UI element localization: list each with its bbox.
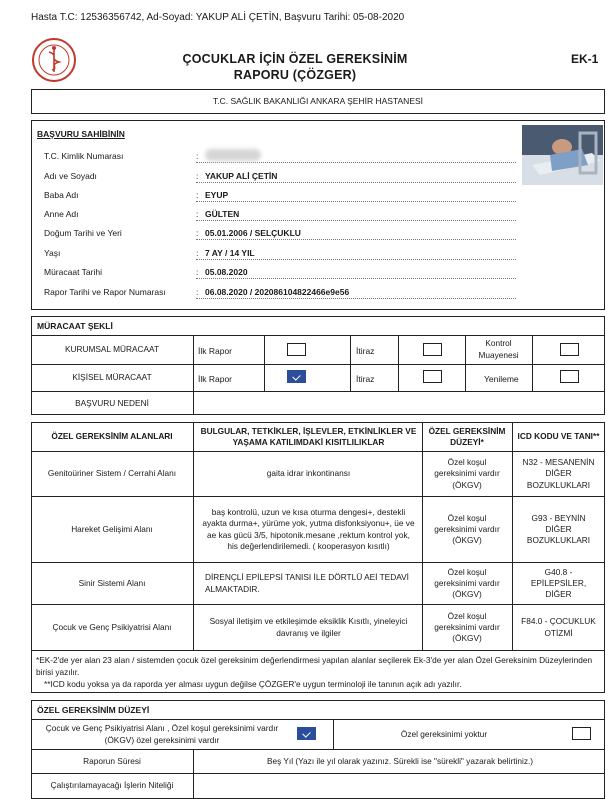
institutional-objection-checkbox[interactable]	[423, 343, 442, 356]
application-heading: MÜRACAAT ŞEKLİ	[37, 321, 113, 331]
applicant-photo	[522, 125, 603, 185]
needs-cell-icd: G93 - BEYNİN DİĞER BOZUKLUKLARI	[526, 512, 591, 546]
needs-cell-level: Özel koşul gereksinimi vardır (ÖKGV)	[434, 610, 500, 644]
applicant-heading: BAŞVURU SAHİBİNİN	[37, 129, 125, 139]
application-type-institutional: KURUMSAL MÜRACAAT	[64, 344, 160, 355]
level-heading: ÖZEL GEREKSİNİM DÜZEYİ	[37, 705, 150, 715]
work-value	[195, 774, 605, 797]
option-first-report-label-2: İlk Rapor	[198, 374, 233, 384]
applicant-field-label: Baba Adı	[44, 190, 79, 200]
needs-cell-icd: N32 - MESANENİN DİĞER BOZUKLUKLARI	[522, 457, 595, 490]
needs-cell-area: Hareket Gelişimi Alanı	[71, 523, 153, 534]
option-objection-label-2: İtiraz	[356, 374, 375, 384]
personal-first-report-checkbox[interactable]	[287, 370, 306, 383]
applicant-field-value: YAKUP ALİ ÇETİN	[205, 171, 278, 181]
work-label: Çalıştırılamayacağı İşlerin Niteliği	[50, 779, 174, 790]
needs-footnote-1: *EK-2'de yer alan 23 alan / sistemden çocuk özel gereksinim değerlendirmesi yapılan alanlar seçilerek Ek-3'de yer alan Özel Gereksinim Düzeylerinden birisi yazılır.	[36, 655, 593, 677]
application-reason-label: BAŞVURU NEDENİ	[75, 397, 149, 408]
applicant-field-label: Rapor Tarihi ve Rapor Numarası	[44, 287, 166, 297]
applicant-field-underline	[196, 162, 516, 163]
applicant-field-colon: :	[196, 209, 199, 219]
applicant-field-colon: :	[196, 267, 199, 277]
application-type-personal: KİŞİSEL MÜRACAAT	[72, 372, 152, 383]
needs-cell-level: Özel koşul gereksinimi vardır (ÖKGV)	[434, 512, 500, 546]
applicant-field-underline	[196, 239, 516, 240]
applicant-field-underline	[196, 182, 516, 183]
applicant-field-underline	[196, 220, 516, 221]
hospital-name: T.C. SAĞLIK BAKANLIĞI ANKARA ŞEHİR HASTANESİ	[212, 96, 424, 106]
level-option-1-label: Çocuk ve Genç Psikiyatrisi Alanı , Özel koşul gereksinimi vardır (ÖKGV) özel gereksinimi vardır	[45, 723, 279, 745]
duration-value: Beş Yıl (Yazı ile yıl olarak yazınız. Sürekli ise "sürekli" yazarak belirtiniz.)	[266, 755, 534, 766]
needs-cell-area: Genitoüriner Sistem / Cerrahi Alanı	[47, 468, 177, 479]
redacted-id-number	[205, 149, 261, 161]
applicant-field-label: Müracaat Tarihi	[44, 267, 102, 277]
needs-cell-area: Sinir Sistemi Alanı	[78, 577, 146, 588]
applicant-field-value: 05.08.2020	[205, 267, 248, 277]
ministry-logo	[31, 37, 77, 83]
applicant-field-colon: :	[196, 190, 199, 200]
level-option-1-checkbox[interactable]	[297, 727, 316, 740]
needs-footnote-2: **ICD kodu yoksa ya da raporda yer alması uygun değilse ÇÖZGER'e uygun terminoloji ile tanının açık adı yazılır.	[44, 679, 462, 689]
patient-header: Hasta T.C: 12536356742, Ad-Soyad: YAKUP ALİ ÇETİN, Başvuru Tarihi: 05-08-2020	[31, 12, 405, 23]
needs-header-area: ÖZEL GEREKSİNİM ALANLARI	[51, 431, 173, 442]
needs-cell-findings: DİRENÇLİ EPİLEPSİ TANISI İLE DÖRTLÜ AEİ TEDAVİ ALMAKTADIR.	[205, 572, 409, 594]
applicant-field-value: 7 AY / 14 YIL	[205, 248, 255, 258]
level-option-2-checkbox[interactable]	[572, 727, 591, 740]
report-title-line2: RAPORU (ÇÖZGER)	[233, 68, 357, 82]
report-title-line1: ÇOCUKLAR İÇİN ÖZEL GEREKSİNİM	[182, 52, 408, 66]
form-code: EK-1	[571, 52, 599, 66]
applicant-field-colon: :	[196, 248, 199, 258]
duration-label: Raporun Süresi	[83, 755, 141, 766]
option-objection-label: İtiraz	[356, 346, 375, 356]
option-renewal-label: Yenileme	[484, 374, 519, 384]
needs-header-findings: BULGULAR, TETKİKLER, İŞLEVLER, ETKİNLİKLER VE YAŞAMA KATILIMDAKİ KISITLILIKLAR	[200, 425, 417, 447]
needs-header-icd: ICD KODU VE TANI**	[517, 431, 600, 442]
needs-cell-findings: gaita idrar inkontinansı	[266, 468, 351, 479]
option-first-report-label: İlk Rapor	[198, 346, 233, 356]
needs-cell-icd: G40.8 - EPİLEPSİLER, DİĞER	[530, 566, 587, 600]
applicant-section	[31, 120, 605, 310]
level-option-2-label: Özel gereksinimi yoktur	[400, 728, 488, 739]
report-title	[150, 51, 440, 83]
needs-cell-level: Özel koşul gereksinimi vardır (ÖKGV)	[434, 457, 500, 490]
applicant-field-value: 06.08.2020 / 202086104822466e9e56	[205, 287, 350, 297]
needs-cell-level: Özel koşul gereksinimi vardır (ÖKGV)	[434, 566, 500, 600]
personal-objection-checkbox[interactable]	[423, 370, 442, 383]
needs-cell-icd: F84.0 - ÇOCUKLUK OTİZMİ	[521, 616, 596, 638]
applicant-field-label: Anne Adı	[44, 209, 79, 219]
applicant-field-value: 05.01.2006 / SELÇUKLU	[205, 228, 301, 238]
applicant-field-underline	[196, 298, 516, 299]
applicant-field-colon: :	[196, 287, 199, 297]
personal-renewal-checkbox[interactable]	[560, 370, 579, 383]
needs-header-level: ÖZEL GEREKSİNİM DÜZEYİ*	[428, 425, 506, 447]
applicant-field-value: EYUP	[205, 190, 229, 200]
applicant-field-underline	[196, 201, 516, 202]
applicant-field-colon: :	[196, 171, 199, 181]
institutional-first-report-checkbox[interactable]	[287, 343, 306, 356]
applicant-field-value: GÜLTEN	[205, 209, 240, 219]
applicant-field-label: Yaşı	[44, 248, 61, 258]
applicant-field-underline	[196, 278, 516, 279]
applicant-field-label: T.C. Kimlik Numarası	[44, 151, 124, 161]
institutional-control-checkbox[interactable]	[560, 343, 579, 356]
applicant-field-underline	[196, 259, 516, 260]
applicant-field-label: Adı ve Soyadı	[44, 171, 97, 181]
applicant-field-label: Doğum Tarihi ve Yeri	[44, 228, 122, 238]
applicant-field-colon: :	[196, 228, 199, 238]
needs-cell-findings: baş kontrolü, uzun ve kısa oturma dengesi+, destekli ayakta durma+, yürüme yok, yutma disfonksiyonu+, üe ve ae kas gücü 3/5, hipotonik.mesane ,rektum kontrol yok, his değerlendirilemedi. ( kooperasyon kısıtlı)	[202, 507, 415, 551]
needs-cell-area: Çocuk ve Genç Psikiyatrisi Alanı	[52, 621, 172, 632]
option-control-label: Kontrol Muayenesi	[478, 338, 519, 360]
needs-cell-findings: Sosyal iletişim ve etkileşimde eksiklik Kısıtlı, yineleyici davranış ve ilgiler	[209, 616, 408, 638]
applicant-field-colon: :	[196, 151, 199, 161]
